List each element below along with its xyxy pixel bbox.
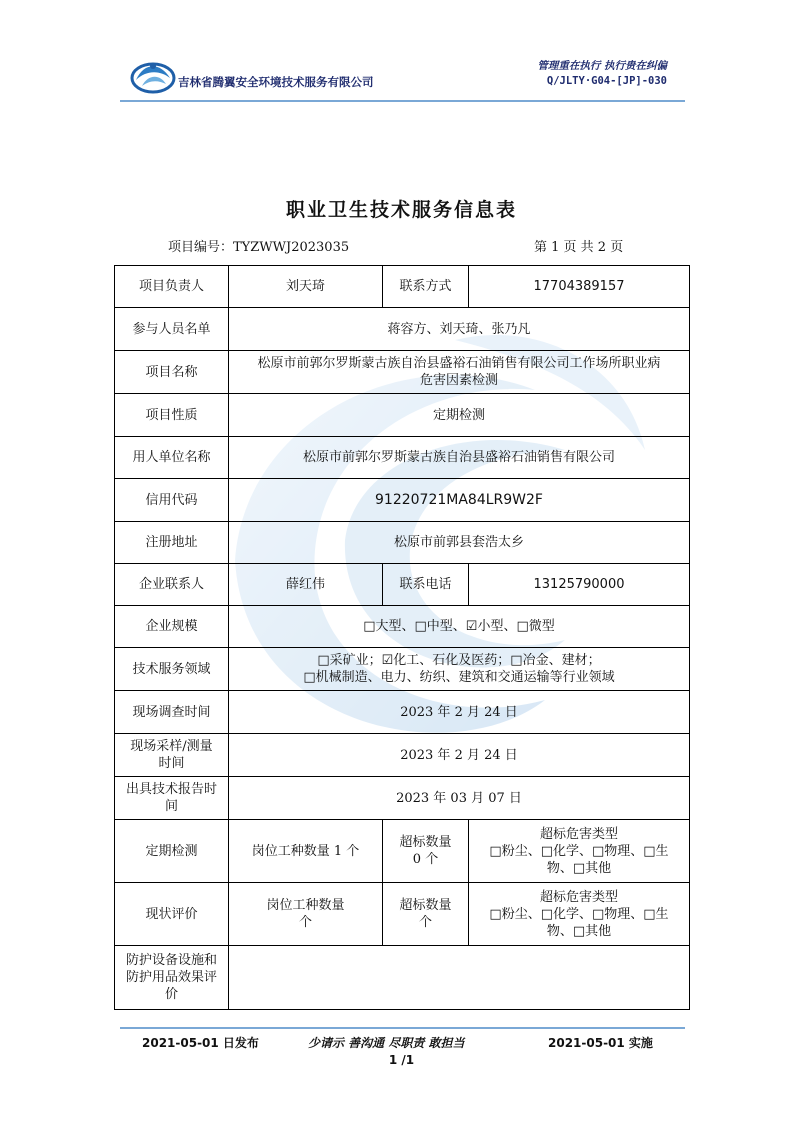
address-value: 松原市前郭县套浩太乡 bbox=[229, 522, 690, 564]
status-hazard-line-1: 超标危害类型 bbox=[539, 889, 618, 905]
enterprise-contact-value: 薛红伟 bbox=[229, 564, 383, 606]
status-exceed bbox=[383, 883, 469, 946]
contact-label: 联系方式 bbox=[383, 266, 469, 308]
project-name-line-1: 松原市前郭尔罗斯蒙古族自治县盛裕石油销售有限公司工作场所职业病 bbox=[257, 356, 661, 371]
protection-eval-label bbox=[115, 946, 229, 1010]
status-posts-line-2: 个 bbox=[298, 915, 312, 930]
sampling-time-label bbox=[115, 734, 229, 777]
periodic-hazard bbox=[469, 820, 690, 883]
periodic-hazard-line-1: 超标危害类型 bbox=[539, 826, 618, 842]
project-name-label: 项目名称 bbox=[115, 351, 229, 394]
phone-value: 13125790000 bbox=[469, 564, 690, 606]
periodic-posts: 岗位工种数量 1 个 bbox=[229, 820, 383, 883]
field-value bbox=[229, 648, 690, 691]
table-row bbox=[115, 437, 690, 479]
survey-time-label: 现场调查时间 bbox=[115, 691, 229, 734]
table-row bbox=[115, 351, 690, 394]
issue-date: 2021-05-01 日发布 bbox=[142, 1036, 259, 1050]
field-label: 技术服务领域 bbox=[115, 648, 229, 691]
protect-label-line-3: 价 bbox=[164, 987, 178, 1002]
members-value: 蒋容方、刘天琦、张乃凡 bbox=[229, 308, 690, 351]
employer-label: 用人单位名称 bbox=[115, 437, 229, 479]
report-label-line-2: 间 bbox=[164, 799, 178, 814]
company-name: 吉林省腾翼安全环境技术服务有限公司 bbox=[178, 75, 374, 89]
status-posts bbox=[229, 883, 383, 946]
nature-value: 定期检测 bbox=[229, 394, 690, 437]
effective-date: 2021-05-01 实施 bbox=[548, 1036, 653, 1050]
company-logo-icon bbox=[130, 56, 176, 96]
field-line-2: □机械制造、电力、纺织、建筑和交通运输等行业领域 bbox=[303, 670, 615, 685]
protect-label-line-1: 防护设备设施和 bbox=[125, 953, 217, 968]
footer-divider bbox=[120, 1027, 685, 1029]
report-time-value: 2023 年 03 月 07 日 bbox=[229, 777, 690, 820]
phone-label: 联系电话 bbox=[383, 564, 469, 606]
project-name-line-2: 危害因素检测 bbox=[419, 373, 498, 388]
credit-code-label: 信用代码 bbox=[115, 479, 229, 522]
table-row bbox=[115, 648, 690, 691]
members-label: 参与人员名单 bbox=[115, 308, 229, 351]
header-divider bbox=[120, 100, 685, 102]
status-hazard-line-2: □粉尘、□化学、□物理、□生 bbox=[489, 906, 669, 922]
header-slogan: 管理重在执行 执行贵在纠偏 bbox=[537, 60, 667, 72]
periodic-exceed-line-2: 0 个 bbox=[412, 852, 439, 867]
leader-label: 项目负责人 bbox=[115, 266, 229, 308]
report-label-line-1: 出具技术报告时 bbox=[125, 782, 217, 797]
periodic-exceed bbox=[383, 820, 469, 883]
document-number: Q/JLTY·G04-[JP]-030 bbox=[546, 75, 667, 87]
nature-label: 项目性质 bbox=[115, 394, 229, 437]
credit-code-value: 91220721MA84LR9W2F bbox=[229, 479, 690, 522]
address-label: 注册地址 bbox=[115, 522, 229, 564]
project-number: 项目编号：TYZWWJ2023035 bbox=[168, 240, 350, 255]
table-row bbox=[115, 820, 690, 883]
protection-eval-value bbox=[229, 946, 690, 1010]
table-row bbox=[115, 394, 690, 437]
table-row bbox=[115, 522, 690, 564]
sampling-time-value: 2023 年 2 月 24 日 bbox=[229, 734, 690, 777]
periodic-exceed-line-1: 超标数量 bbox=[399, 835, 452, 850]
table-row bbox=[115, 946, 690, 1010]
contact-value: 17704389157 bbox=[469, 266, 690, 308]
periodic-hazard-line-3: 物、□其他 bbox=[546, 860, 612, 876]
status-eval-label: 现状评价 bbox=[115, 883, 229, 946]
service-info-table bbox=[114, 265, 690, 1010]
survey-time-value: 2023 年 2 月 24 日 bbox=[229, 691, 690, 734]
project-name-value bbox=[229, 351, 690, 394]
status-exceed-line-2: 个 bbox=[418, 915, 432, 930]
status-hazard-line-3: 物、□其他 bbox=[546, 923, 612, 939]
page-header bbox=[120, 50, 685, 100]
sampling-label-line-1: 现场采样/测量 bbox=[130, 739, 213, 754]
footer-page-number: 1 /1 bbox=[388, 1053, 415, 1067]
report-time-label bbox=[115, 777, 229, 820]
protect-label-line-2: 防护用品效果评 bbox=[125, 970, 217, 985]
scale-value: □大型、□中型、☑小型、□微型 bbox=[229, 606, 690, 648]
table-row bbox=[115, 883, 690, 946]
footer-slogan: 少请示 善沟通 尽职责 敢担当 bbox=[308, 1036, 465, 1050]
page-title: 职业卫生技术服务信息表 bbox=[285, 199, 517, 221]
table-row bbox=[115, 266, 690, 308]
table-row bbox=[115, 479, 690, 522]
table-row bbox=[115, 308, 690, 351]
page-info: 第 1 页 共 2 页 bbox=[534, 240, 624, 255]
periodic-label: 定期检测 bbox=[115, 820, 229, 883]
leader-value: 刘天琦 bbox=[229, 266, 383, 308]
status-hazard bbox=[469, 883, 690, 946]
table-row bbox=[115, 564, 690, 606]
table-row bbox=[115, 734, 690, 777]
status-posts-line-1: 岗位工种数量 bbox=[266, 898, 345, 913]
table-row bbox=[115, 777, 690, 820]
enterprise-contact-label: 企业联系人 bbox=[115, 564, 229, 606]
field-line-1: □采矿业；☑化工、石化及医药；□冶金、建材； bbox=[317, 653, 601, 668]
scale-label: 企业规模 bbox=[115, 606, 229, 648]
periodic-hazard-line-2: □粉尘、□化学、□物理、□生 bbox=[489, 843, 669, 859]
table-row bbox=[115, 691, 690, 734]
employer-value: 松原市前郭尔罗斯蒙古族自治县盛裕石油销售有限公司 bbox=[229, 437, 690, 479]
table-row bbox=[115, 606, 690, 648]
status-exceed-line-1: 超标数量 bbox=[399, 898, 452, 913]
sampling-label-line-2: 时间 bbox=[158, 756, 185, 771]
